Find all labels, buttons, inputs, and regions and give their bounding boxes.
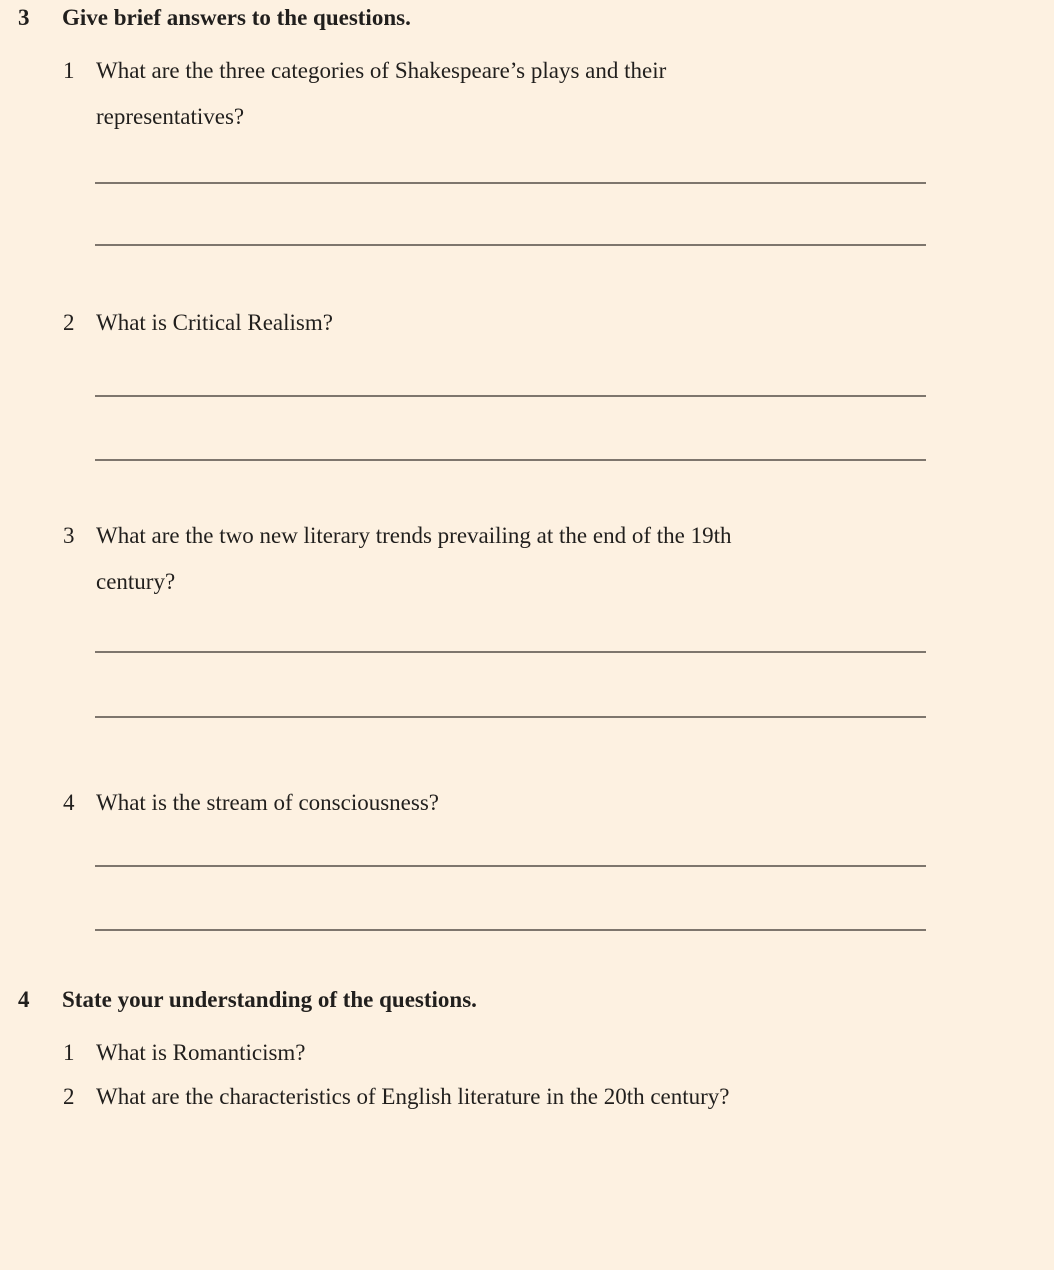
question-text — [96, 300, 333, 346]
question-line: What is Romanticism? — [96, 1040, 306, 1065]
answer-line — [95, 651, 926, 653]
question-line: representatives? — [96, 104, 245, 129]
question-line: What are the three categories of Shakespeare’s plays and their — [96, 58, 667, 83]
answer-line — [95, 459, 926, 461]
question-number: 2 — [63, 1084, 75, 1109]
section-title: State your understanding of the questions. — [62, 987, 477, 1012]
question-text — [96, 48, 666, 140]
question-text — [96, 1074, 730, 1120]
question-number: 1 — [63, 1040, 75, 1065]
answer-line — [95, 395, 926, 397]
section-number: 3 — [18, 5, 30, 30]
answer-line — [95, 865, 926, 867]
question-line: century? — [96, 569, 176, 594]
question-text — [96, 780, 439, 826]
question-line: What is the stream of consciousness? — [96, 790, 439, 815]
question-number: 3 — [63, 523, 75, 548]
question-number: 1 — [63, 58, 75, 83]
answer-line — [95, 716, 926, 718]
answer-line — [95, 244, 926, 246]
answer-line — [95, 929, 926, 931]
question-number: 2 — [63, 310, 75, 335]
question-line: What is Critical Realism? — [96, 310, 333, 335]
question-line: What are the characteristics of English literature in the 20th century? — [96, 1084, 730, 1109]
section-title: Give brief answers to the questions. — [62, 5, 411, 30]
question-line: What are the two new literary trends prevailing at the end of the 19th — [96, 523, 732, 548]
answer-line — [95, 182, 926, 184]
question-number: 4 — [63, 790, 75, 815]
section-number: 4 — [18, 987, 30, 1012]
question-text — [96, 1030, 306, 1076]
question-text — [96, 513, 731, 605]
